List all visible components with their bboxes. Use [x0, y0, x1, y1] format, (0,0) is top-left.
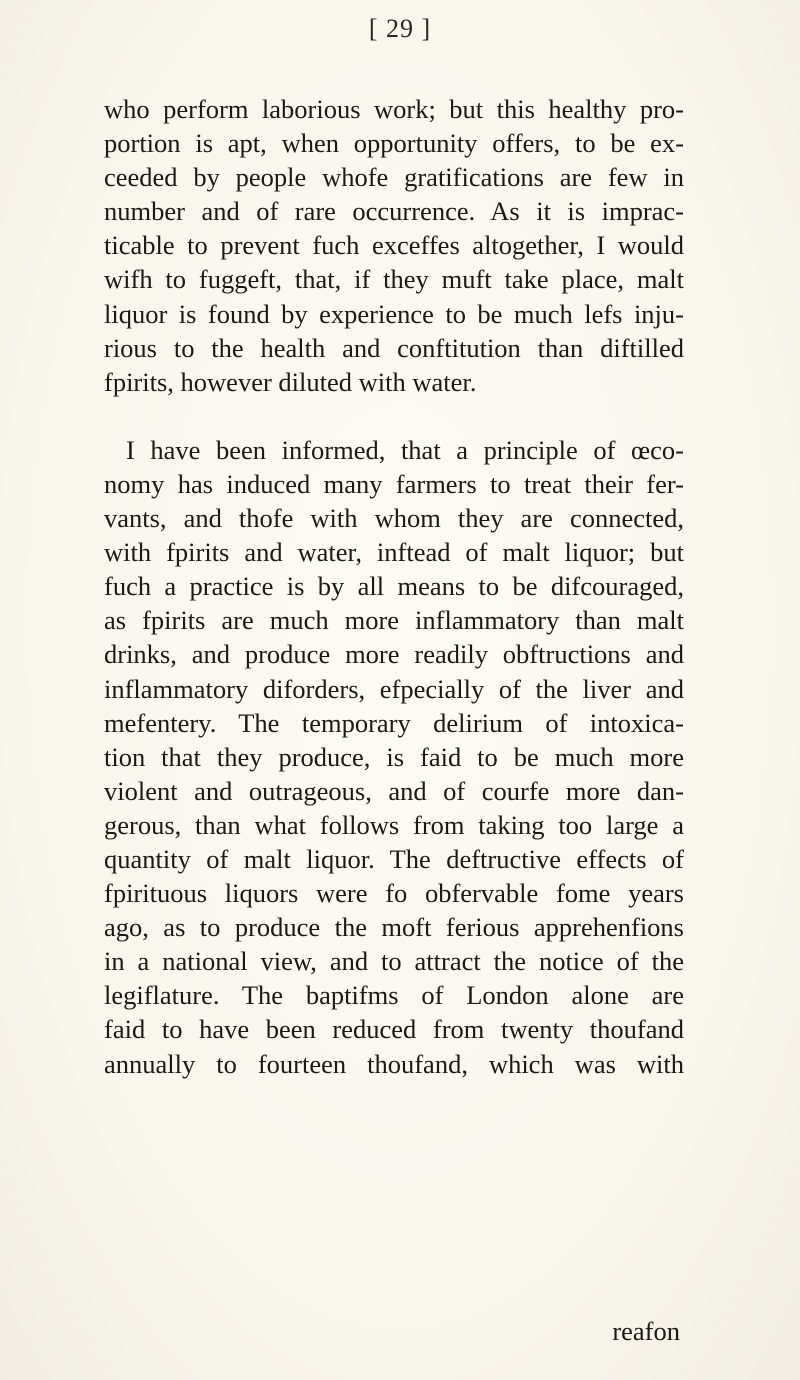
text-line: fuch a practice is by all means to be difcouraged, — [104, 571, 684, 602]
text-line: legiflature. The baptifms of London alone are — [104, 980, 684, 1011]
body-text — [104, 92, 684, 1081]
text-line: nomy has induced many farmers to treat their fer- — [104, 468, 684, 499]
text-line: fpirituous liquors were fo obfervable fome years — [104, 878, 684, 909]
text-line: rious to the health and conftitution than diftilled — [104, 332, 684, 363]
text-line: who perform laborious work; but this healthy pro- — [104, 94, 684, 124]
text-line: inflammatory diforders, efpecially of the liver and — [104, 673, 684, 704]
page-number: [ 29 ] — [368, 14, 432, 43]
catchword: reafon — [612, 1316, 680, 1346]
text-line: portion is apt, when opportunity offers, to be ex- — [104, 128, 684, 159]
paragraph-2 — [104, 433, 684, 1081]
text-line: faid to have been reduced from twenty thoufand — [104, 1014, 684, 1045]
paragraph-1 — [104, 92, 684, 399]
text-line: ticable to prevent fuch exceffes altogether, I would — [104, 230, 684, 261]
text-line: annually to fourteen thoufand, which was with — [104, 1048, 684, 1079]
text-line: wifh to fuggeft, that, if they muft take place, malt — [104, 264, 684, 295]
text-line: I have been informed, that a principle of œco- — [126, 434, 684, 465]
text-line: ago, as to produce the moft ferious apprehenfions — [104, 912, 684, 943]
text-line: quantity of malt liquor. The deftructive effects of — [104, 843, 684, 874]
text-line: fpirits, however diluted with water. — [104, 366, 477, 397]
text-line: liquor is found by experience to be much lefs inju- — [104, 298, 684, 329]
text-line: tion that they produce, is faid to be much more — [104, 741, 684, 772]
text-line: as fpirits are much more inflammatory than malt — [104, 605, 684, 636]
text-line: ceeded by people whofe gratifications are few in — [104, 162, 684, 193]
text-line: with fpirits and water, inftead of malt liquor; but — [104, 537, 684, 568]
text-line: violent and outrageous, and of courfe more dan- — [104, 775, 684, 806]
text-line: gerous, than what follows from taking too large a — [104, 809, 684, 840]
text-line: number and of rare occurrence. As it is imprac- — [104, 196, 684, 227]
text-line: drinks, and produce more readily obftructions and — [104, 639, 684, 670]
text-line: in a national view, and to attract the notice of the — [104, 946, 684, 977]
text-line: mefentery. The temporary delirium of intoxica- — [104, 707, 684, 738]
text-line: vants, and thofe with whom they are connected, — [104, 503, 684, 534]
